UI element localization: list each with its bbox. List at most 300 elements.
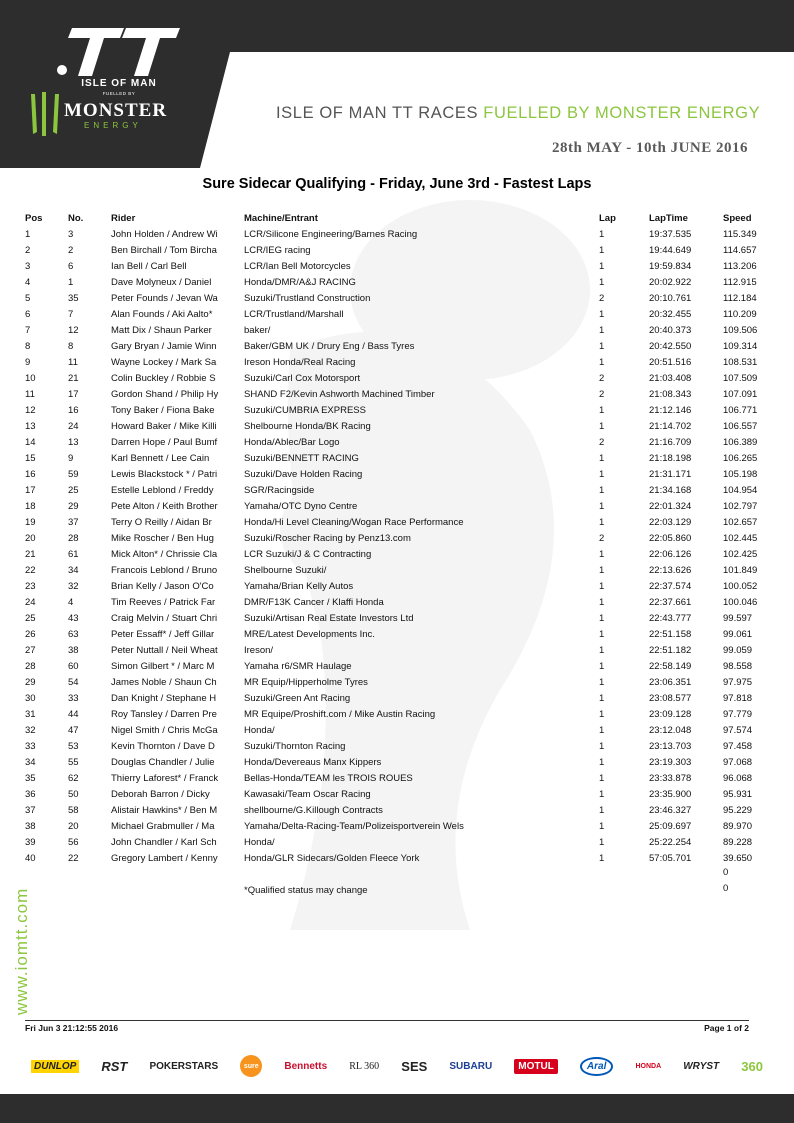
cell-speed: 109.314 — [723, 341, 758, 352]
cell-pos: 24 — [25, 597, 36, 608]
cell-speed: 97.458 — [723, 741, 753, 752]
cell-number: 7 — [68, 309, 74, 320]
cell-laptime: 23:06.351 — [649, 677, 692, 688]
cell-rider: Kevin Thornton / Dave D — [111, 741, 215, 752]
cell-pos: 34 — [25, 757, 36, 768]
cell-rider: Dave Molyneux / Daniel — [111, 277, 212, 288]
cell-speed: 104.954 — [723, 485, 758, 496]
cell-laptime: 20:40.373 — [649, 325, 692, 336]
table-row — [0, 803, 794, 819]
cell-laptime: 22:06.126 — [649, 549, 692, 560]
cell-machine: Honda/Ablec/Bar Logo — [244, 437, 340, 448]
cell-number: 20 — [68, 821, 79, 832]
cell-lap: 1 — [599, 453, 605, 464]
table-row — [0, 579, 794, 595]
cell-lap: 1 — [599, 789, 605, 800]
cell-laptime: 20:51.516 — [649, 357, 692, 368]
cell-speed: 102.445 — [723, 533, 758, 544]
cell-number: 33 — [68, 693, 79, 704]
table-row — [0, 291, 794, 307]
cell-lap: 1 — [599, 741, 605, 752]
cell-pos: 5 — [25, 293, 31, 304]
table-row — [0, 323, 794, 339]
table-row — [0, 659, 794, 675]
cell-lap: 1 — [599, 805, 605, 816]
headline-main: ISLE OF MAN TT RACES — [276, 104, 479, 122]
cell-pos: 10 — [25, 373, 36, 384]
cell-rider: Gordon Shand / Philip Hy — [111, 389, 219, 400]
cell-rider: Darren Hope / Paul Bumf — [111, 437, 218, 448]
cell-laptime: 21:18.198 — [649, 453, 692, 464]
cell-laptime: 21:31.171 — [649, 469, 692, 480]
cell-lap: 1 — [599, 405, 605, 416]
cell-rider: Colin Buckley / Robbie S — [111, 373, 216, 384]
cell-speed: 105.198 — [723, 469, 758, 480]
cell-lap: 1 — [599, 565, 605, 576]
cell-machine: Honda/Devereaus Manx Kippers — [244, 757, 382, 768]
footer-page-number: Page 1 of 2 — [704, 1023, 749, 1033]
column-header-no: No. — [68, 213, 84, 224]
cell-laptime: 21:12.146 — [649, 405, 692, 416]
cell-machine: MR Equipe/Proshift.com / Mike Austin Racing — [244, 709, 436, 720]
cell-pos: 6 — [25, 309, 31, 320]
cell-rider: Matt Dix / Shaun Parker — [111, 325, 212, 336]
table-row — [0, 739, 794, 755]
cell-pos: 3 — [25, 261, 31, 272]
table-row — [0, 835, 794, 851]
cell-number: 32 — [68, 581, 79, 592]
cell-number: 38 — [68, 645, 79, 656]
cell-speed: 102.797 — [723, 501, 758, 512]
cell-lap: 1 — [599, 581, 605, 592]
cell-laptime: 23:33.878 — [649, 773, 692, 784]
cell-machine: LCR/Trustland/Marshall — [244, 309, 344, 320]
table-row — [0, 227, 794, 243]
cell-pos: 4 — [25, 277, 31, 288]
cell-number: 13 — [68, 437, 79, 448]
column-header-speed: Speed — [723, 213, 752, 224]
cell-rider: Lewis Blackstock * / Patri — [111, 469, 218, 480]
cell-rider: Peter Nuttall / Neil Wheat — [111, 645, 218, 656]
cell-laptime: 22:13.626 — [649, 565, 692, 576]
cell-machine: LCR Suzuki/J & C Contracting — [244, 549, 372, 560]
table-row — [0, 339, 794, 355]
cell-lap: 1 — [599, 469, 605, 480]
table-row — [0, 595, 794, 611]
cell-laptime: 21:03.408 — [649, 373, 692, 384]
sponsor-rl360-logo: RL 360 — [349, 1060, 380, 1072]
extra-speed-value: 0 — [723, 883, 729, 894]
cell-laptime: 21:34.168 — [649, 485, 692, 496]
cell-laptime: 21:14.702 — [649, 421, 692, 432]
cell-laptime: 21:16.709 — [649, 437, 692, 448]
side-website-url: www.iomtt.com — [12, 887, 31, 1015]
cell-rider: Alan Founds / Aki Aalto* — [111, 309, 213, 320]
cell-laptime: 20:32.455 — [649, 309, 692, 320]
cell-number: 21 — [68, 373, 79, 384]
cell-number: 25 — [68, 485, 79, 496]
cell-rider: Terry O Reilly / Aidan Br — [111, 517, 212, 528]
cell-lap: 1 — [599, 245, 605, 256]
cell-number: 56 — [68, 837, 79, 848]
cell-number: 24 — [68, 421, 79, 432]
cell-number: 47 — [68, 725, 79, 736]
sponsor-subaru-logo: SUBARU — [449, 1060, 493, 1072]
cell-lap: 1 — [599, 501, 605, 512]
table-row — [0, 403, 794, 419]
cell-speed: 115.349 — [723, 229, 757, 240]
cell-laptime: 22:43.777 — [649, 613, 692, 624]
qualified-status-note: *Qualified status may change — [244, 885, 368, 896]
table-row — [0, 387, 794, 403]
cell-machine: LCR/Ian Bell Motorcycles — [244, 261, 351, 272]
cell-rider: Peter Founds / Jevan Wa — [111, 293, 218, 304]
table-row — [0, 563, 794, 579]
cell-laptime: 19:37.535 — [649, 229, 692, 240]
cell-lap: 1 — [599, 645, 605, 656]
cell-lap: 1 — [599, 325, 605, 336]
cell-rider: Ian Bell / Carl Bell — [111, 261, 187, 272]
cell-number: 9 — [68, 453, 74, 464]
table-row — [0, 483, 794, 499]
cell-lap: 1 — [599, 677, 605, 688]
cell-pos: 31 — [25, 709, 36, 720]
cell-pos: 9 — [25, 357, 31, 368]
cell-speed: 101.849 — [723, 565, 758, 576]
cell-lap: 1 — [599, 485, 605, 496]
cell-number: 17 — [68, 389, 79, 400]
cell-pos: 8 — [25, 341, 31, 352]
cell-rider: John Chandler / Karl Sch — [111, 837, 217, 848]
footer-divider — [25, 1020, 749, 1021]
sponsor-bennetts-logo: Bennetts — [284, 1060, 328, 1072]
cell-lap: 1 — [599, 837, 605, 848]
cell-number: 6 — [68, 261, 74, 272]
cell-number: 37 — [68, 517, 79, 528]
cell-rider: John Holden / Andrew Wi — [111, 229, 218, 240]
cell-lap: 1 — [599, 693, 605, 704]
cell-number: 50 — [68, 789, 79, 800]
column-header-pos: Pos — [25, 213, 43, 224]
cell-rider: Douglas Chandler / Julie — [111, 757, 215, 768]
table-row — [0, 627, 794, 643]
cell-speed: 112.184 — [723, 293, 757, 304]
cell-laptime: 22:03.129 — [649, 517, 692, 528]
cell-number: 4 — [68, 597, 74, 608]
cell-speed: 102.657 — [723, 517, 758, 528]
cell-laptime: 22:01.324 — [649, 501, 692, 512]
cell-laptime: 23:19.303 — [649, 757, 692, 768]
cell-machine: Suzuki/Dave Holden Racing — [244, 469, 363, 480]
cell-speed: 106.557 — [723, 421, 758, 432]
cell-number: 3 — [68, 229, 74, 240]
cell-speed: 97.818 — [723, 693, 753, 704]
cell-pos: 21 — [25, 549, 36, 560]
cell-laptime: 22:05.860 — [649, 533, 692, 544]
cell-pos: 13 — [25, 421, 36, 432]
cell-speed: 106.389 — [723, 437, 758, 448]
cell-machine: SGR/Racingside — [244, 485, 315, 496]
cell-lap: 2 — [599, 437, 605, 448]
cell-speed: 100.052 — [723, 581, 758, 592]
cell-speed: 112.915 — [723, 277, 757, 288]
table-row — [0, 691, 794, 707]
cell-rider: Craig Melvin / Stuart Chri — [111, 613, 218, 624]
cell-pos: 22 — [25, 565, 36, 576]
cell-laptime: 25:09.697 — [649, 821, 692, 832]
cell-pos: 37 — [25, 805, 36, 816]
cell-pos: 14 — [25, 437, 36, 448]
table-row — [0, 755, 794, 771]
column-header-laptime: LapTime — [649, 213, 688, 224]
cell-pos: 11 — [25, 389, 35, 400]
cell-number: 28 — [68, 533, 79, 544]
cell-laptime: 20:42.550 — [649, 341, 692, 352]
table-row — [0, 259, 794, 275]
cell-speed: 110.209 — [723, 309, 757, 320]
cell-pos: 18 — [25, 501, 36, 512]
cell-rider: Nigel Smith / Chris McGa — [111, 725, 218, 736]
cell-machine: LCR/IEG racing — [244, 245, 311, 256]
cell-laptime: 22:51.182 — [649, 645, 692, 656]
cell-pos: 35 — [25, 773, 36, 784]
event-headline — [276, 104, 760, 123]
table-row — [0, 675, 794, 691]
cell-lap: 1 — [599, 357, 605, 368]
cell-machine: Bellas-Honda/TEAM les TROIS ROUES — [244, 773, 413, 784]
cell-speed: 97.779 — [723, 709, 753, 720]
cell-machine: Suzuki/Roscher Racing by Penz13.com — [244, 533, 411, 544]
cell-laptime: 23:12.048 — [649, 725, 692, 736]
cell-speed: 98.558 — [723, 661, 753, 672]
table-row — [0, 707, 794, 723]
cell-machine: Yamaha/Brian Kelly Autos — [244, 581, 354, 592]
cell-speed: 108.531 — [723, 357, 758, 368]
cell-speed: 89.970 — [723, 821, 753, 832]
cell-number: 12 — [68, 325, 79, 336]
cell-pos: 25 — [25, 613, 36, 624]
cell-lap: 2 — [599, 373, 605, 384]
cell-pos: 7 — [25, 325, 31, 336]
cell-speed: 97.574 — [723, 725, 753, 736]
cell-machine: Suzuki/Thornton Racing — [244, 741, 346, 752]
cell-pos: 38 — [25, 821, 36, 832]
table-row — [0, 851, 794, 867]
cell-pos: 39 — [25, 837, 36, 848]
cell-laptime: 25:22.254 — [649, 837, 692, 848]
cell-machine: Honda/Hi Level Cleaning/Wogan Race Performance — [244, 517, 464, 528]
cell-number: 22 — [68, 853, 79, 864]
sponsor-motul-logo: MOTUL — [514, 1059, 558, 1074]
sponsor-ses-logo: SES — [401, 1058, 428, 1074]
cell-pos: 30 — [25, 693, 36, 704]
table-row — [0, 611, 794, 627]
cell-machine: Suzuki/CUMBRIA EXPRESS — [244, 405, 366, 416]
cell-rider: Simon Gilbert * / Marc M — [111, 661, 215, 672]
sponsor-dunlop-logo: DUNLOP — [31, 1060, 79, 1073]
cell-lap: 1 — [599, 709, 605, 720]
event-dates: 28th MAY - 10th JUNE 2016 — [552, 140, 748, 156]
cell-pos: 1 — [25, 229, 31, 240]
fuelled-by-label: FUELLED BY — [102, 91, 136, 96]
cell-machine: Honda/ — [244, 725, 275, 736]
table-row — [0, 451, 794, 467]
table-row — [0, 307, 794, 323]
sponsor-rst-logo: RST — [101, 1058, 128, 1074]
cell-rider: Mike Roscher / Ben Hug — [111, 533, 214, 544]
table-row — [0, 419, 794, 435]
table-header — [0, 211, 794, 227]
table-row — [0, 435, 794, 451]
cell-machine: MRE/Latest Developments Inc. — [244, 629, 375, 640]
cell-pos: 40 — [25, 853, 36, 864]
cell-rider: Wayne Lockey / Mark Sa — [111, 357, 217, 368]
cell-rider: Gary Bryan / Jamie Winn — [111, 341, 217, 352]
cell-speed: 102.425 — [723, 549, 758, 560]
cell-lap: 1 — [599, 277, 605, 288]
cell-speed: 97.068 — [723, 757, 753, 768]
cell-number: 44 — [68, 709, 79, 720]
cell-speed: 89.228 — [723, 837, 753, 848]
tt-logo-icon — [54, 22, 184, 82]
cell-lap: 1 — [599, 261, 605, 272]
table-row — [0, 531, 794, 547]
cell-number: 16 — [68, 405, 79, 416]
cell-speed: 109.506 — [723, 325, 758, 336]
headline-accent: FUELLED BY MONSTER ENERGY — [483, 104, 761, 122]
cell-machine: Yamaha/OTC Dyno Centre — [244, 501, 358, 512]
cell-rider: Tim Reeves / Patrick Far — [111, 597, 216, 608]
cell-laptime: 20:10.761 — [649, 293, 692, 304]
cell-speed: 113.206 — [723, 261, 757, 272]
cell-rider: Brian Kelly / Jason O'Co — [111, 581, 214, 592]
cell-lap: 1 — [599, 821, 605, 832]
monster-claw-icon — [27, 92, 63, 136]
cell-pos: 20 — [25, 533, 36, 544]
cell-lap: 1 — [599, 309, 605, 320]
cell-lap: 1 — [599, 421, 605, 432]
column-header-lap: Lap — [599, 213, 616, 224]
cell-rider: Mick Alton* / Chrissie Cla — [111, 549, 218, 560]
cell-rider: Estelle Leblond / Freddy — [111, 485, 214, 496]
cell-machine: Shelbourne Suzuki/ — [244, 565, 327, 576]
cell-pos: 12 — [25, 405, 36, 416]
cell-lap: 1 — [599, 549, 605, 560]
cell-number: 2 — [68, 245, 74, 256]
cell-number: 54 — [68, 677, 79, 688]
sponsor-sure-logo: sure — [240, 1055, 262, 1077]
cell-lap: 1 — [599, 597, 605, 608]
cell-rider: James Noble / Shaun Ch — [111, 677, 217, 688]
cell-speed: 99.061 — [723, 629, 753, 640]
cell-lap: 1 — [599, 661, 605, 672]
cell-machine: Yamaha r6/SMR Haulage — [244, 661, 352, 672]
page-title: Sure Sidecar Qualifying - Friday, June 3rd - Fastest Laps — [202, 176, 592, 192]
cell-number: 61 — [68, 549, 79, 560]
cell-rider: Pete Alton / Keith Brother — [111, 501, 218, 512]
cell-number: 63 — [68, 629, 79, 640]
cell-number: 60 — [68, 661, 79, 672]
cell-laptime: 57:05.701 — [649, 853, 692, 864]
cell-lap: 1 — [599, 341, 605, 352]
cell-speed: 106.771 — [723, 405, 758, 416]
cell-machine: baker/ — [244, 325, 271, 336]
monster-wordmark: MONSTER — [64, 100, 168, 121]
cell-pos: 16 — [25, 469, 36, 480]
cell-number: 55 — [68, 757, 79, 768]
cell-pos: 36 — [25, 789, 36, 800]
sponsor-strip — [0, 1044, 794, 1088]
cell-rider: Alistair Hawkins* / Ben M — [111, 805, 218, 816]
cell-machine: Kawasaki/Team Oscar Racing — [244, 789, 371, 800]
cell-laptime: 23:13.703 — [649, 741, 692, 752]
cell-lap: 1 — [599, 773, 605, 784]
cell-laptime: 20:02.922 — [649, 277, 692, 288]
cell-lap: 1 — [599, 853, 605, 864]
cell-number: 1 — [68, 277, 74, 288]
cell-number: 35 — [68, 293, 79, 304]
cell-lap: 1 — [599, 725, 605, 736]
cell-machine: Honda/GLR Sidecars/Golden Fleece York — [244, 853, 420, 864]
cell-rider: Thierry Laforest* / Franck — [111, 773, 219, 784]
cell-machine: Suzuki/Trustland Construction — [244, 293, 371, 304]
cell-machine: LCR/Silicone Engineering/Barnes Racing — [244, 229, 418, 240]
cell-pos: 32 — [25, 725, 36, 736]
cell-machine: Ireson Honda/Real Racing — [244, 357, 356, 368]
table-row — [0, 515, 794, 531]
cell-machine: Suzuki/Artisan Real Estate Investors Ltd — [244, 613, 414, 624]
table-row — [0, 355, 794, 371]
cell-rider: Dan Knight / Stephane H — [111, 693, 217, 704]
sponsor-360-logo: 360 — [741, 1058, 763, 1074]
cell-speed: 106.265 — [723, 453, 758, 464]
cell-lap: 2 — [599, 389, 605, 400]
table-row — [0, 787, 794, 803]
cell-number: 11 — [68, 357, 78, 368]
cell-lap: 2 — [599, 293, 605, 304]
cell-machine: Yamaha/Delta-Racing-Team/Polizeisportverein Wels — [244, 821, 464, 832]
cell-lap: 1 — [599, 629, 605, 640]
cell-machine: MR Equip/Hipperholme Tyres — [244, 677, 368, 688]
column-header-machine: Machine/Entrant — [244, 213, 318, 224]
table-row — [0, 243, 794, 259]
cell-laptime: 23:46.327 — [649, 805, 692, 816]
cell-pos: 33 — [25, 741, 36, 752]
cell-rider: Francois Leblond / Bruno — [111, 565, 218, 576]
cell-number: 29 — [68, 501, 79, 512]
table-row — [0, 547, 794, 563]
cell-pos: 27 — [25, 645, 36, 656]
cell-speed: 100.046 — [723, 597, 758, 608]
cell-rider: Gregory Lambert / Kenny — [111, 853, 218, 864]
table-row — [0, 643, 794, 659]
cell-machine: Honda/DMR/A&J RACING — [244, 277, 356, 288]
cell-machine: Honda/ — [244, 837, 275, 848]
table-row — [0, 819, 794, 835]
sponsor-wryst-logo: WRYST — [683, 1060, 720, 1072]
cell-pos: 2 — [25, 245, 31, 256]
cell-lap: 1 — [599, 613, 605, 624]
cell-lap: 1 — [599, 757, 605, 768]
cell-speed: 95.229 — [723, 805, 753, 816]
cell-machine: DMR/F13K Cancer / Klaffi Honda — [244, 597, 384, 608]
sponsor-aral-logo: Aral — [580, 1057, 613, 1076]
cell-laptime: 22:37.574 — [649, 581, 692, 592]
cell-rider: Karl Bennett / Lee Cain — [111, 453, 210, 464]
cell-speed: 95.931 — [723, 789, 753, 800]
cell-laptime: 23:35.900 — [649, 789, 692, 800]
cell-laptime: 19:59.834 — [649, 261, 692, 272]
